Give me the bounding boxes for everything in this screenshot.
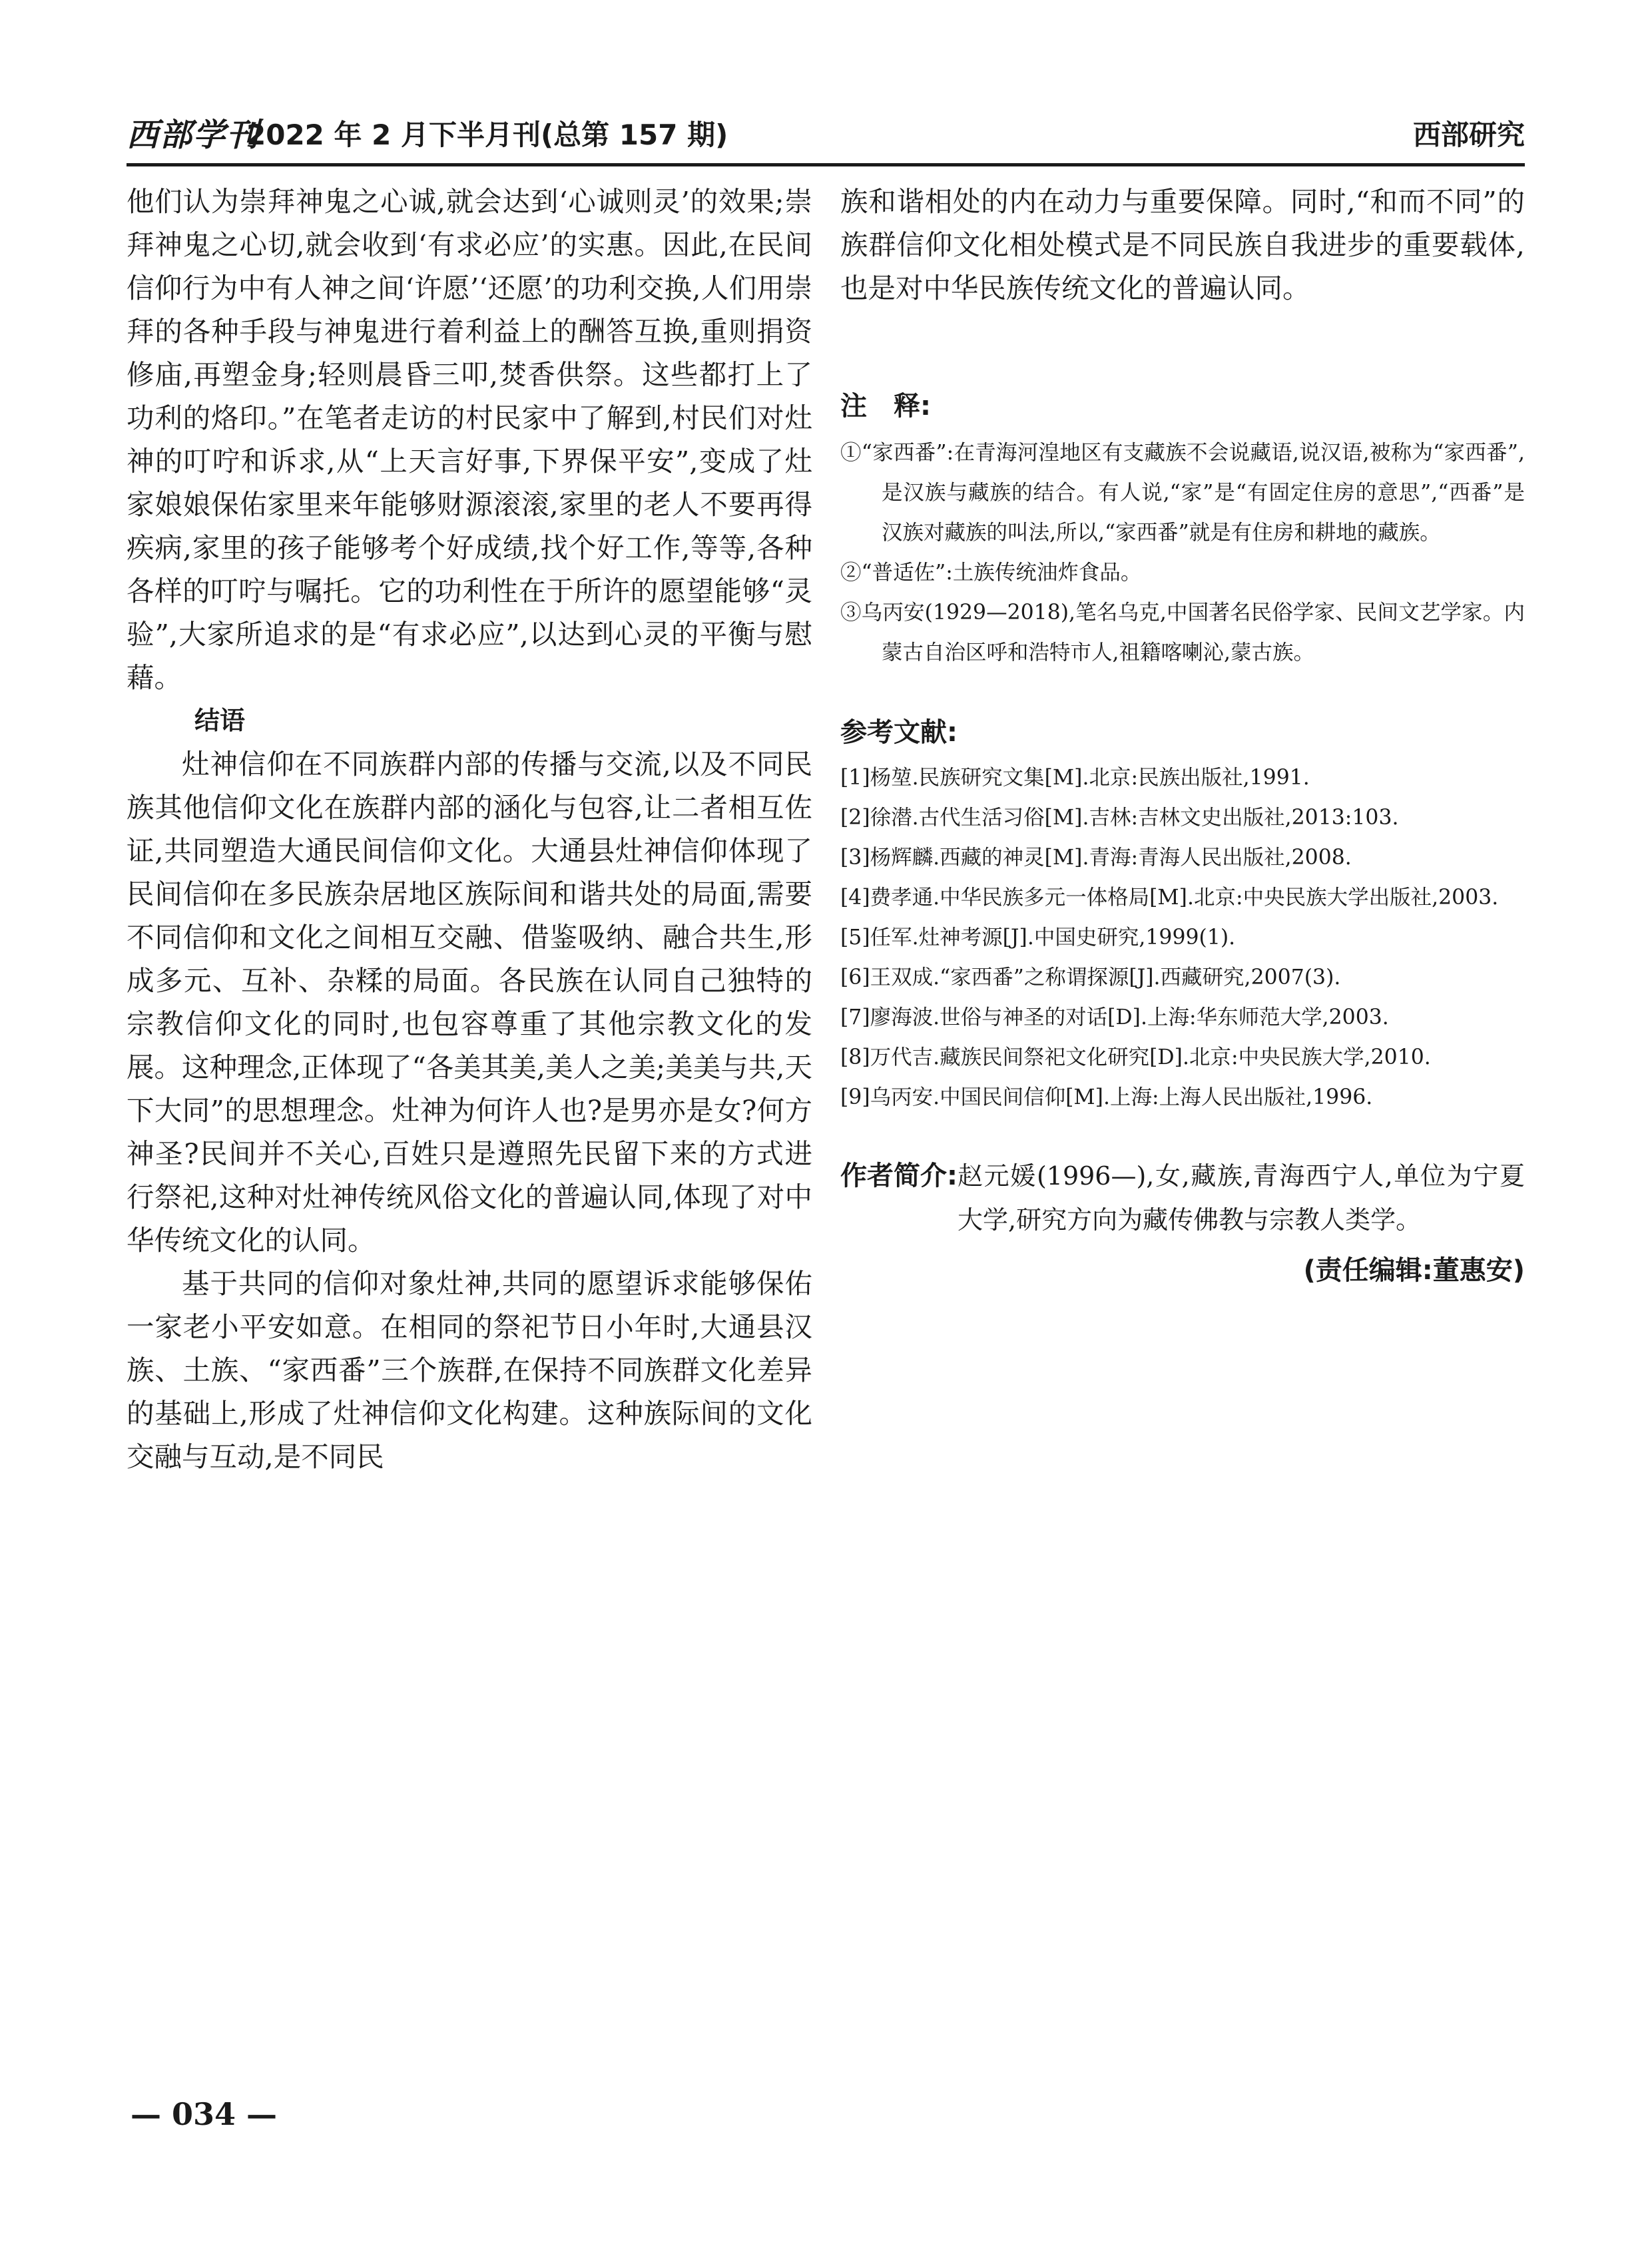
body-paragraph: 灶神信仰在不同族群内部的传播与交流,以及不同民族其他信仰文化在族群内部的涵化与包容,让二者相互佐证,共同塑造大通民间信仰文化。大通县灶神信仰体现了民间信仰在多民族杂居地区族际间和谐共处的局面,需要不同信仰和文化之间相互交融、借鉴吸纳、融合共生,形成多元、互补、杂糅的局面。各民族在认同自己独特的宗教信仰文化的同时,也包容尊重了其他宗教文化的发展。这种理念,正体现了“各美其美,美人之美;美美与共,天下大同”的思想理念。灶神为何许人也?是男亦是女?何方神圣?民间并不关心,百姓只是遵照先民留下来的方式进行祭祀,这种对灶神传统风俗文化的普遍认同,体现了对中华传统文化的认同。 (127, 748, 812, 1257)
note-item: ①“家西番”:在青海河湟地区有支藏族不会说藏语,说汉语,被称为“家西番”,是汉族与藏族的结合。有人说,“家”是“有固定住房的意思”,“西番”是汉族对藏族的叫法,所以,“家西番”就是有住房和耕地的藏族。 (840, 441, 1525, 545)
author-bio-text: 赵元媛(1996—),女,藏族,青海西宁人,单位为宁夏大学,研究方向为藏传佛教与宗教人类学。 (958, 1161, 1525, 1235)
reference-item: [9]乌丙安.中国民间信仰[M].上海:上海人民出版社,1996. (840, 1085, 1373, 1109)
page-header (127, 112, 1525, 158)
notes-heading-part: 注 (840, 391, 867, 421)
reference-item: [8]万代吉.藏族民间祭祀文化研究[D].北京:中央民族大学,2010. (840, 1045, 1431, 1069)
page-number: — 034 — (131, 2096, 278, 2132)
references-heading: 参考文献: (840, 717, 958, 748)
notes-heading (840, 386, 1525, 426)
journal-logo: 西部学刊 (127, 117, 260, 154)
note-item: ②“普适佐”:土族传统油炸食品。 (840, 561, 1142, 585)
note-item: ③乌丙安(1929—2018),笔名乌克,中国著名民俗学家、民间文艺学家。内蒙古自治区呼和浩特市人,祖籍喀喇沁,蒙古族。 (840, 601, 1525, 665)
issue-info: 2022 年 2 月下半月刊(总第 157 期) (246, 119, 728, 151)
body-paragraph: 他们认为崇拜神鬼之心诚,就会达到‘心诚则灵’的效果;崇拜神鬼之心切,就会收到‘有求必应’的实惠。因此,在民间信仰行为中有人神之间‘许愿’‘还愿’的功利交换,人们用崇拜的各种手段与神鬼进行着利益上的酬答互换,重则捐资修庙,再塑金身;轻则晨昏三叩,焚香供祭。这些都打上了功利的烙印。”在笔者走访的村民家中了解到,村民们对灶神的叮咛和诉求,从“上天言好事,下界保平安”,变成了灶家娘娘保佑家里来年能够财源滚滚,家里的老人不要再得疾病,家里的孩子能够考个好成绩,找个好工作,等等,各种各样的叮咛与嘱托。它的功利性在于所许的愿望能够“灵验”,大家所追求的是“有求必应”,以达到心灵的平衡与慰藉。 (127, 185, 812, 694)
header-rule (127, 163, 1525, 166)
author-bio-label: 作者简介: (840, 1161, 958, 1191)
body-paragraph: 族和谐相处的内在动力与重要保障。同时,“和而不同”的族群信仰文化相处模式是不同民族自我进步的重要载体,也是对中华民族传统文化的普遍认同。 (840, 185, 1525, 304)
body-paragraph: 基于共同的信仰对象灶神,共同的愿望诉求能够保佑一家老小平安如意。在相同的祭祀节日小年时,大通县汉族、土族、“家西番”三个族群,在保持不同族群文化差异的基础上,形成了灶神信仰文化构建。这种族际间的文化交融与互动,是不同民 (127, 1267, 812, 1473)
conclusion-heading: 结语 (194, 706, 246, 735)
author-bio (840, 1154, 1525, 1242)
reference-item: [6]王双成.“家西番”之称谓探源[J].西藏研究,2007(3). (840, 966, 1341, 989)
reference-item: [5]任军.灶神考源[J].中国史研究,1999(1). (840, 926, 1236, 950)
reference-item: [1]杨堃.民族研究文集[M].北京:民族出版社,1991. (840, 766, 1310, 790)
reference-item: [2]徐潜.古代生活习俗[M].吉林:吉林文史出版社,2013:103. (840, 806, 1399, 830)
reference-item: [4]费孝通.中华民族多元一体格局[M].北京:中央民族大学出版社,2003. (840, 886, 1499, 910)
reference-item: [7]廖海波.世俗与神圣的对话[D].上海:华东师范大学,2003. (840, 1005, 1389, 1029)
right-column (840, 180, 1525, 1292)
reference-item: [3]杨辉麟.西藏的神灵[M].青海:青海人民出版社,2008. (840, 846, 1352, 870)
responsible-editor: (责任编辑:董惠安) (1303, 1255, 1525, 1286)
notes-heading-part: 释: (894, 391, 931, 421)
section-name: 西部研究 (1412, 119, 1525, 151)
left-column (127, 180, 812, 1478)
